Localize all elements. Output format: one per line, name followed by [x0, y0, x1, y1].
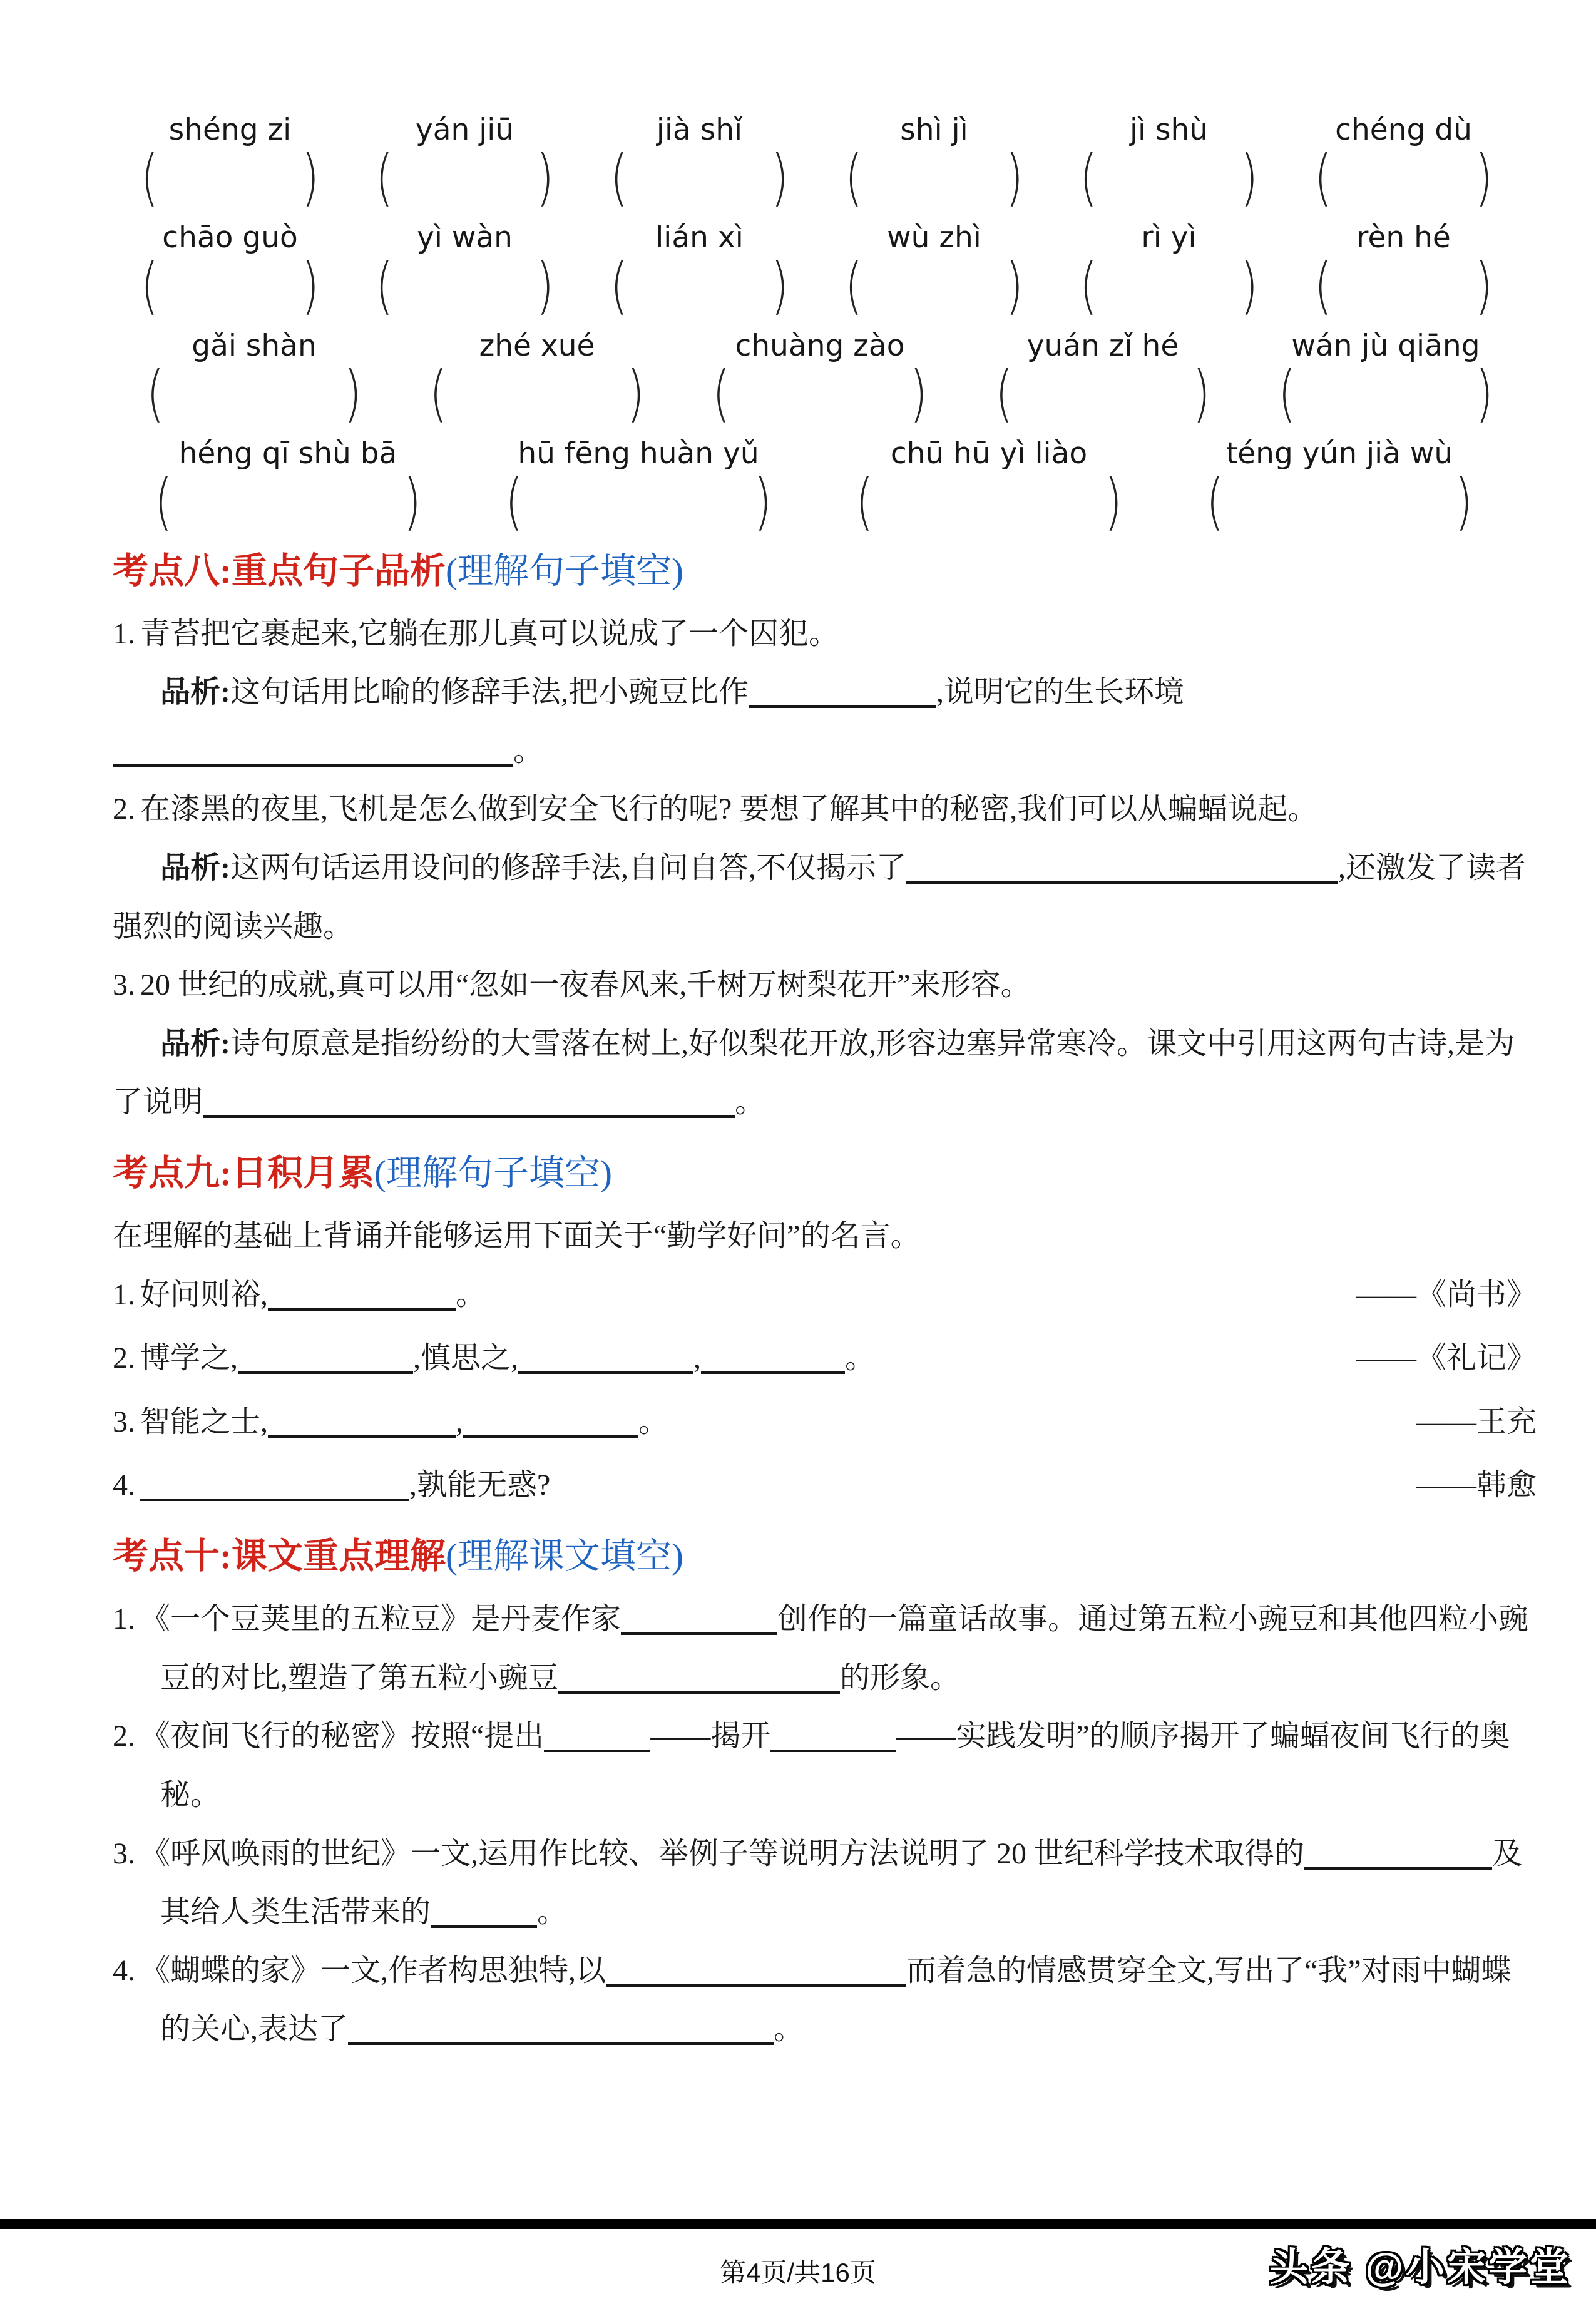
quote-fragment: 。	[638, 1405, 669, 1438]
close-paren: )	[1455, 465, 1473, 537]
quote-fragment: ,	[456, 1405, 464, 1438]
close-paren: )	[344, 357, 362, 429]
quote-source: ——韩愈	[1416, 1468, 1537, 1502]
section-heading-k9	[113, 1150, 1537, 1197]
pinyin-item	[113, 220, 347, 321]
pinyin-word: jì shù	[1129, 113, 1209, 147]
pinyin-word: yán jiū	[415, 113, 514, 147]
answer-brackets	[845, 141, 1023, 213]
pinyin-word: hū fēng huàn yǔ	[518, 436, 759, 471]
section-title: 考点九:日积月累	[113, 1154, 374, 1193]
close-paren: )	[536, 141, 554, 213]
question-item	[113, 1707, 1537, 1824]
blank-line	[544, 1719, 650, 1752]
item-text: 《呼风唤雨的世纪》一文,运用作比较、举例子等说明方法说明了 20 世纪科学技术取得的	[140, 1837, 1305, 1870]
section-k9	[113, 1150, 1537, 1515]
item-text: 在漆黑的夜里,飞机是怎么做到安全飞行的呢? 要想了解其中的秘密,我们可以从蝙蝠说起。	[140, 792, 1318, 826]
analysis-text: 。	[735, 1085, 765, 1119]
pinyin-row	[113, 436, 1537, 537]
quote-fragment: 。	[845, 1341, 876, 1375]
item-text: 的形象。	[840, 1661, 961, 1694]
answer-brackets	[141, 141, 319, 213]
open-paren: (	[845, 141, 863, 213]
pinyin-word: rì yì	[1141, 220, 1197, 255]
pinyin-word: chéng dù	[1335, 113, 1472, 147]
section-heading-k8	[113, 548, 1537, 595]
item-number: 2.	[113, 1719, 135, 1753]
section-k8	[113, 548, 1537, 1132]
item-number: 2.	[113, 792, 135, 826]
answer-brackets	[1080, 141, 1258, 213]
item-number: 1.	[113, 1278, 135, 1311]
quote-fragment: 。	[456, 1278, 486, 1311]
blank-line	[606, 1954, 906, 1987]
close-paren: )	[770, 141, 789, 213]
close-paren: )	[1475, 250, 1493, 321]
answer-brackets	[155, 465, 421, 537]
pinyin-item	[396, 328, 678, 429]
section-title: 考点八:重点句子品析	[113, 551, 446, 591]
footer-rule	[0, 2219, 1596, 2229]
open-paren: (	[1314, 141, 1333, 213]
question-item	[113, 1942, 1537, 2059]
open-paren: (	[429, 357, 448, 429]
pinyin-word: wán jù qiāng	[1291, 328, 1480, 363]
quote-text	[113, 1456, 1398, 1515]
item-text: 及其给人类生活带来的	[160, 1837, 1523, 1929]
pinyin-item	[814, 436, 1164, 537]
pinyin-word: jià shǐ	[656, 113, 743, 147]
pinyin-word: yuán zǐ hé	[1026, 328, 1179, 363]
blank-line	[1257, 851, 1338, 884]
blank-line	[268, 1405, 456, 1438]
close-paren: )	[301, 250, 319, 321]
blank-line	[1304, 1837, 1492, 1870]
close-paren: )	[1005, 141, 1023, 213]
blank-line	[770, 1719, 896, 1752]
watermark: 头条 @小宋学堂	[1269, 2246, 1571, 2289]
answer-brackets	[505, 465, 772, 537]
item-number: 2.	[113, 1341, 135, 1375]
pinyin-word: lián xì	[655, 220, 744, 255]
pinyin-item	[347, 113, 582, 213]
pinyin-item	[113, 328, 396, 429]
pinyin-item	[113, 113, 347, 213]
answer-brackets	[1314, 250, 1493, 321]
answer-brackets	[610, 250, 789, 321]
analysis-text: 诗句原意是指纷纷的大雪落在树上,好似梨花开放,形容边塞异常寒冷。课文中引用这两句古诗,是为了说明	[113, 1027, 1515, 1119]
open-paren: (	[1278, 357, 1296, 429]
section-subtitle: (理解句子填空)	[445, 551, 683, 591]
item-text: 创作的一篇童话故事。通过第五粒小豌豆和其他四粒小豌豆的对比,塑造了第五粒小豌豆	[160, 1602, 1529, 1694]
analysis-paragraph	[113, 663, 1537, 780]
pinyin-word: zhé xué	[479, 328, 595, 363]
item-text: 《一个豆荚里的五粒豆》是丹麦作家	[140, 1602, 622, 1636]
pinyin-word: yì wàn	[417, 220, 513, 255]
answer-brackets	[1206, 465, 1473, 537]
blank-line	[113, 734, 513, 767]
blank-line	[906, 851, 1257, 884]
pinyin-row	[113, 113, 1537, 213]
analysis-label: 品析:	[160, 851, 230, 885]
item-text: ——揭开	[650, 1719, 771, 1753]
open-paren: (	[376, 141, 394, 213]
open-paren: (	[1080, 141, 1098, 213]
quote-text	[113, 1266, 1338, 1325]
section-k10	[113, 1534, 1537, 2059]
quote-source: ——王充	[1416, 1405, 1537, 1438]
pinyin-word: gǎi shàn	[192, 328, 317, 363]
blank-line	[203, 1085, 735, 1118]
pinyin-word: héng qī shù bā	[178, 436, 397, 471]
question-item	[113, 605, 1537, 664]
close-paren: )	[1475, 141, 1493, 213]
blank-line	[518, 1341, 693, 1374]
close-paren: )	[403, 465, 421, 537]
close-paren: )	[770, 250, 789, 321]
open-paren: (	[141, 141, 159, 213]
close-paren: )	[1240, 250, 1258, 321]
item-text: ——实践发明”的顺序揭开了蝙蝠夜间飞行的奥秘。	[160, 1719, 1510, 1811]
open-paren: (	[856, 465, 874, 537]
pinyin-item	[1286, 113, 1521, 213]
open-paren: (	[845, 250, 863, 321]
section-subtitle: (理解句子填空)	[374, 1154, 612, 1193]
analysis-text: 。	[513, 734, 544, 767]
item-text: 。	[774, 2012, 804, 2046]
answer-brackets	[712, 357, 928, 429]
blank-line	[238, 1341, 413, 1374]
open-paren: (	[1206, 465, 1224, 537]
analysis-label: 品析:	[160, 1027, 230, 1060]
pinyin-row	[113, 328, 1537, 429]
quote-fragment: ,孰能无惑?	[409, 1468, 551, 1502]
quote-fragment: 智能之士,	[140, 1405, 269, 1438]
close-paren: )	[909, 357, 928, 429]
close-paren: )	[1240, 141, 1258, 213]
open-paren: (	[146, 357, 165, 429]
answer-brackets	[1278, 357, 1493, 429]
open-paren: (	[610, 141, 628, 213]
pinyin-word: chū hū yì liào	[890, 436, 1088, 471]
pinyin-item	[1286, 220, 1521, 321]
quote-item	[113, 1266, 1537, 1325]
question-item	[113, 1590, 1537, 1707]
pinyin-item	[1244, 328, 1527, 429]
answer-brackets	[376, 250, 554, 321]
close-paren: )	[536, 250, 554, 321]
pinyin-item	[113, 436, 463, 537]
question-item	[113, 780, 1537, 839]
pinyin-word: wù zhì	[887, 220, 981, 255]
quote-fragment: ,	[693, 1341, 702, 1375]
open-paren: (	[1080, 250, 1098, 321]
quote-text	[113, 1329, 1338, 1388]
answer-brackets	[429, 357, 645, 429]
item-number: 1.	[113, 617, 135, 650]
quote-source: ——《礼记》	[1356, 1341, 1537, 1375]
pinyin-word: téng yún jià wù	[1225, 436, 1453, 471]
close-paren: )	[754, 465, 772, 537]
blank-line	[749, 675, 936, 708]
pinyin-section	[113, 113, 1537, 537]
blank-line	[558, 1661, 840, 1694]
close-paren: )	[1005, 250, 1023, 321]
quote-item	[113, 1393, 1537, 1452]
analysis-text: ,还激发了读者强烈的阅读兴趣。	[113, 851, 1527, 943]
quote-fragment: 好问则裕,	[140, 1278, 269, 1311]
pinyin-item	[347, 220, 582, 321]
blank-line	[268, 1278, 456, 1311]
item-number: 3.	[113, 968, 135, 1002]
answer-brackets	[845, 250, 1023, 321]
pinyin-item	[463, 436, 814, 537]
page-number: 第4页/共16页	[720, 2258, 876, 2287]
pinyin-item	[1051, 113, 1286, 213]
answer-brackets	[146, 357, 362, 429]
blank-line	[140, 1468, 409, 1501]
blank-line	[348, 2012, 774, 2045]
section-intro: 在理解的基础上背诵并能够运用下面关于“勤学好问”的名言。	[113, 1219, 921, 1253]
pinyin-item	[961, 328, 1244, 429]
pinyin-item	[582, 220, 817, 321]
close-paren: )	[627, 357, 645, 429]
open-paren: (	[712, 357, 730, 429]
open-paren: (	[505, 465, 523, 537]
pinyin-item	[582, 113, 817, 213]
answer-brackets	[141, 250, 319, 321]
item-text: 青苔把它裹起来,它躺在那儿真可以说成了一个囚犯。	[140, 617, 839, 650]
open-paren: (	[1314, 250, 1333, 321]
quote-text	[113, 1393, 1398, 1452]
pinyin-word: chāo guò	[162, 220, 298, 255]
pinyin-word: chuàng zào	[735, 328, 905, 363]
pinyin-item	[817, 113, 1051, 213]
blank-line	[431, 1895, 537, 1928]
answer-brackets	[1080, 250, 1258, 321]
quote-item	[113, 1329, 1537, 1388]
analysis-text: ,说明它的生长环境	[936, 675, 1185, 709]
answer-brackets	[1314, 141, 1493, 213]
analysis-paragraph	[113, 1015, 1537, 1132]
quote-fragment: 博学之,	[140, 1341, 238, 1375]
item-number: 3.	[113, 1837, 135, 1870]
question-item	[113, 1825, 1537, 1942]
answer-brackets	[995, 357, 1210, 429]
pinyin-item	[1164, 436, 1515, 537]
quote-item	[113, 1456, 1537, 1515]
answer-brackets	[610, 141, 789, 213]
item-number: 1.	[113, 1602, 135, 1636]
question-item	[113, 956, 1537, 1015]
close-paren: )	[1192, 357, 1210, 429]
item-text: 《夜间飞行的秘密》按照“提出	[140, 1719, 545, 1753]
open-paren: (	[155, 465, 173, 537]
open-paren: (	[610, 250, 628, 321]
item-number: 4.	[113, 1954, 135, 1987]
analysis-paragraph	[113, 839, 1537, 956]
item-number: 3.	[113, 1405, 135, 1438]
close-paren: )	[1104, 465, 1122, 537]
pinyin-item	[1051, 220, 1286, 321]
item-text: 而着急的情感贯穿全文,写出了“我”对雨中蝴蝶的关心,表达了	[160, 1954, 1512, 2046]
analysis-label: 品析:	[160, 675, 230, 709]
pinyin-word: rèn hé	[1356, 220, 1451, 255]
open-paren: (	[995, 357, 1013, 429]
open-paren: (	[141, 250, 159, 321]
answer-brackets	[376, 141, 554, 213]
close-paren: )	[301, 141, 319, 213]
analysis-text: 这两句话运用设问的修辞手法,自问自答,不仅揭示了	[230, 851, 907, 885]
section-subtitle: (理解课文填空)	[445, 1537, 683, 1577]
pinyin-word: shéng zi	[168, 113, 292, 147]
item-number: 4.	[113, 1468, 135, 1502]
item-text: 20 世纪的成就,真可以用“忽如一夜春风来,千树万树梨花开”来形容。	[140, 968, 1031, 1002]
answer-brackets	[856, 465, 1122, 537]
item-text: 。	[537, 1895, 568, 1929]
pinyin-item	[817, 220, 1051, 321]
close-paren: )	[1475, 357, 1493, 429]
open-paren: (	[376, 250, 394, 321]
blank-line	[463, 1405, 638, 1438]
analysis-text: 这句话用比喻的修辞手法,把小豌豆比作	[230, 675, 749, 709]
pinyin-word: shì jì	[900, 113, 968, 147]
pinyin-item	[678, 328, 961, 429]
item-text: 《蝴蝶的家》一文,作者构思独特,以	[140, 1954, 606, 1987]
quote-fragment: ,慎思之,	[413, 1341, 519, 1375]
quote-source: ——《尚书》	[1356, 1278, 1537, 1311]
blank-line	[621, 1602, 777, 1635]
section-heading-k10	[113, 1534, 1537, 1580]
section-title: 考点十:课文重点理解	[113, 1537, 446, 1577]
pinyin-row	[113, 220, 1537, 321]
blank-line	[701, 1341, 845, 1374]
